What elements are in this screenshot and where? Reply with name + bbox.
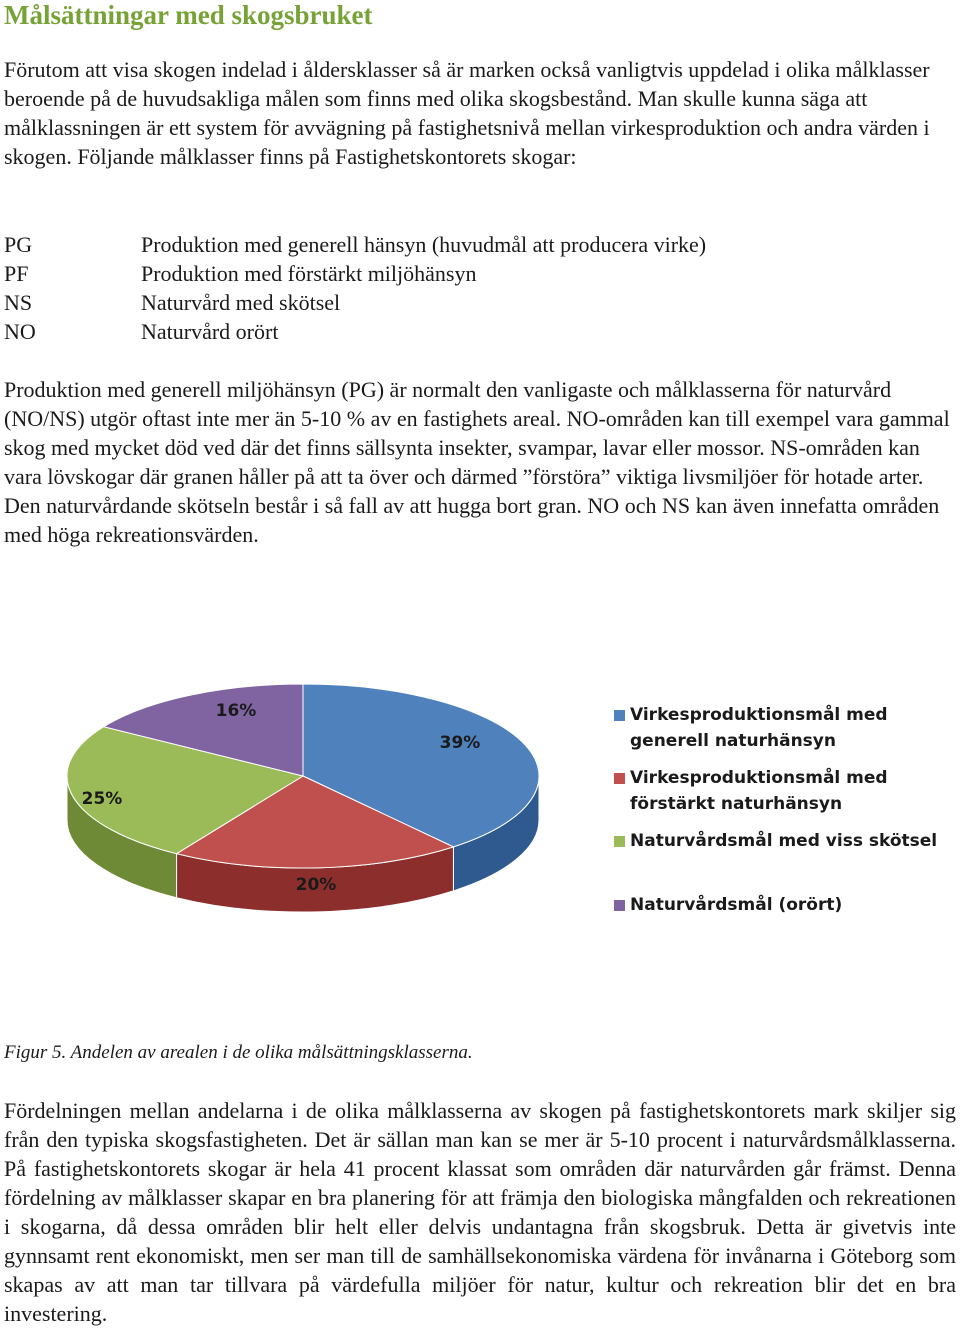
legend-entry: Virkesproduktionsmål med [630, 768, 888, 788]
class-row [4, 288, 904, 317]
class-code: NS [4, 290, 33, 315]
legend-entry-line2: generell naturhänsyn [630, 731, 836, 751]
body-paragraph-3: Fördelningen mellan andelarna i de olika målklasserna av skogen på fastighetskontorets mark skiljer sig från den typiska skogsfastigheten. Det är sällan man kan se mer är 5-10 procent i naturvårdsmålklasserna. På fastighetskontorets skogar är hela 41 procent klassat som områden där naturvården går främst. Denna fördelning av målklasser skapar en bra planering för att främja den biologiska mångfalden och rekreationen i skogarna, då dessa områden blir helt eller delvis undantagna från skogsbruk. Detta är givetvis inte gynnsamt rent ekonomiskt, men ser man till de samhällsekonomiska värdena för invånarna i Göteborg som skapas av att man tar tillvara på värdefulla miljöer för natur, kultur och rekreation blir det en bra investering. [4, 1098, 956, 1326]
class-description: Produktion med förstärkt miljöhänsyn [141, 261, 477, 286]
class-description: Naturvård med skötsel [141, 290, 341, 315]
pie-label: 16% [215, 701, 257, 721]
legend-swatch [614, 710, 625, 721]
pie-label: 25% [81, 789, 123, 809]
pie-label: 20% [295, 875, 337, 895]
pie-label: 39% [439, 733, 481, 753]
class-code: PG [4, 232, 33, 257]
legend-entry: Virkesproduktionsmål med [630, 705, 888, 725]
legend-entry: Naturvårdsmål med viss skötsel [630, 831, 938, 851]
class-description: Produktion med generell hänsyn (huvudmål att producera virke) [141, 232, 707, 257]
pie-chart [0, 660, 960, 990]
legend-entry-line2: förstärkt naturhänsyn [630, 794, 843, 814]
legend-swatch [614, 773, 625, 784]
class-row [4, 230, 904, 259]
class-description: Naturvård orört [141, 319, 279, 344]
intro-paragraph: Förutom att visa skogen indelad i åldersklasser så är marken också vanligtvis uppdelad i olika målklasser beroende på de huvudsakliga målen som finns med olika skogsbestånd. Man skulle kunna säga att målklassningen är ett system för avvägning på fastighetsnivå mellan virkesproduktion och andra värden i skogen. Följande målklasser finns på Fastighetskontorets skogar: [4, 57, 930, 169]
section-heading: Målsättningar med skogsbruket [4, 0, 373, 30]
legend-entry: Naturvårdsmål (orört) [630, 895, 843, 915]
target-class-list [4, 230, 904, 346]
legend-swatch [614, 900, 625, 911]
body-paragraph-2: Produktion med generell miljöhänsyn (PG) är normalt den vanligaste och målklasserna för naturvård (NO/NS) utgör oftast inte mer än 5-10 % av en fastighets areal. NO-områden kan till exempel vara gammal skog med mycket död ved där det finns sällsynta insekter, svampar, lavar eller mossor. NS-områden kan vara lövskogar där granen håller på att ta över och därmed ”förstöra” viktiga livsmiljöer för hotade arter. Den naturvårdande skötseln består i så fall av att hugga bort gran. NO och NS kan även innefatta områden med höga rekreationsvärden. [4, 377, 950, 547]
class-row [4, 317, 904, 346]
legend-swatch [614, 836, 625, 847]
figure-caption: Figur 5. Andelen av arealen i de olika målsättningsklasserna. [4, 1042, 473, 1063]
class-row [4, 259, 904, 288]
class-code: PF [4, 261, 29, 286]
class-code: NO [4, 319, 36, 344]
